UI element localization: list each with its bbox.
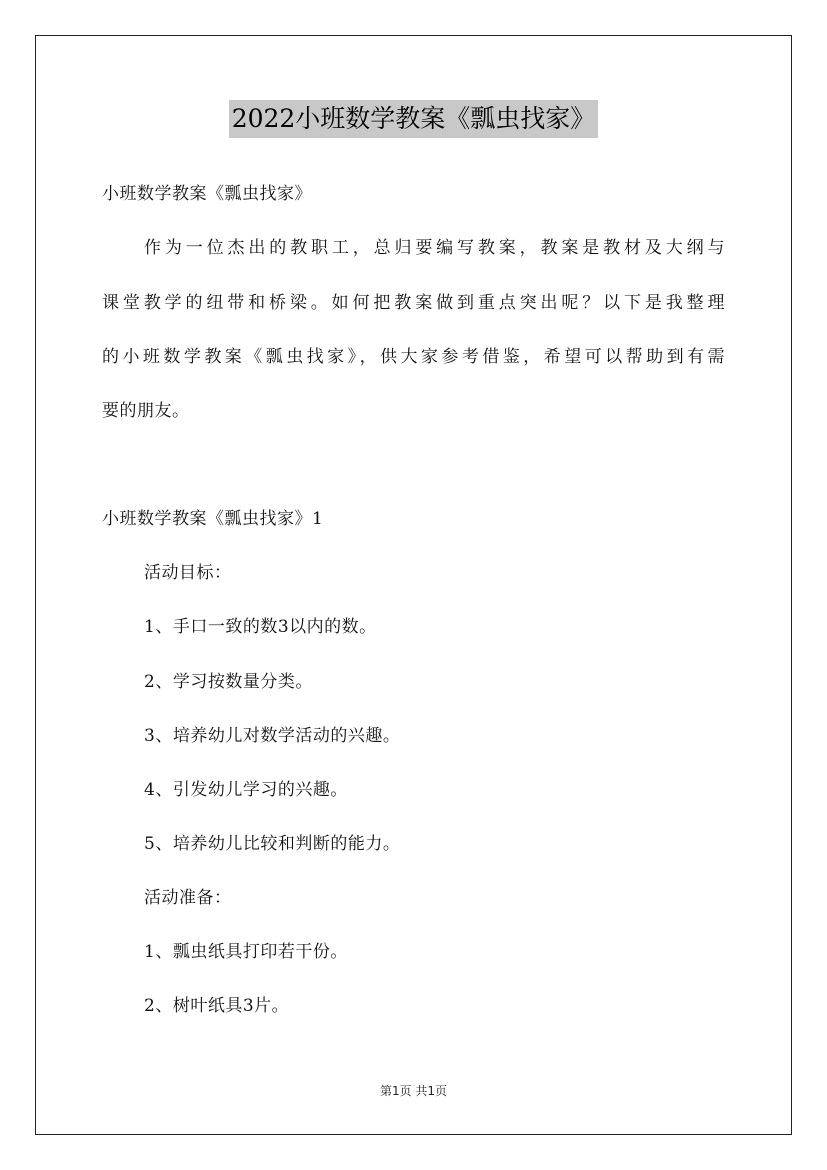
- intro-line-3: 的小班数学教案《瓢虫找家》，供大家参考借鉴，希望可以帮助到有需: [102, 347, 725, 367]
- goal-item-3: 3、培养幼儿对数学活动的兴趣。: [144, 726, 401, 746]
- section-heading: 小班数学教案《瓢虫找家》1: [102, 509, 324, 529]
- prep-item-1: 1、瓢虫纸具打印若干份。: [144, 942, 348, 962]
- goal-item-1: 1、手口一致的数3以内的数。: [144, 617, 377, 637]
- prep-heading: 活动准备：: [144, 888, 232, 908]
- intro-line-1: 作为一位杰出的教职工，总归要编写教案，教案是教材及大纲与: [144, 238, 725, 258]
- page-footer: 第1页 共1页: [379, 1084, 448, 1098]
- goals-heading: 活动目标：: [144, 563, 232, 583]
- goal-item-2: 2、学习按数量分类。: [144, 672, 313, 692]
- intro-line-2: 课堂教学的纽带和桥梁。如何把教案做到重点突出呢？以下是我整理: [102, 293, 725, 313]
- title-container: [0, 100, 827, 138]
- document-title: 2022小班数学教案《瓢虫找家》: [229, 100, 599, 138]
- prep-item-2: 2、树叶纸具3片。: [144, 996, 290, 1016]
- intro-line-4: 要的朋友。: [102, 401, 190, 421]
- goal-item-5: 5、培养幼儿比较和判断的能力。: [144, 834, 401, 854]
- goal-item-4: 4、引发幼儿学习的兴趣。: [144, 780, 348, 800]
- subtitle: 小班数学教案《瓢虫找家》: [102, 184, 312, 204]
